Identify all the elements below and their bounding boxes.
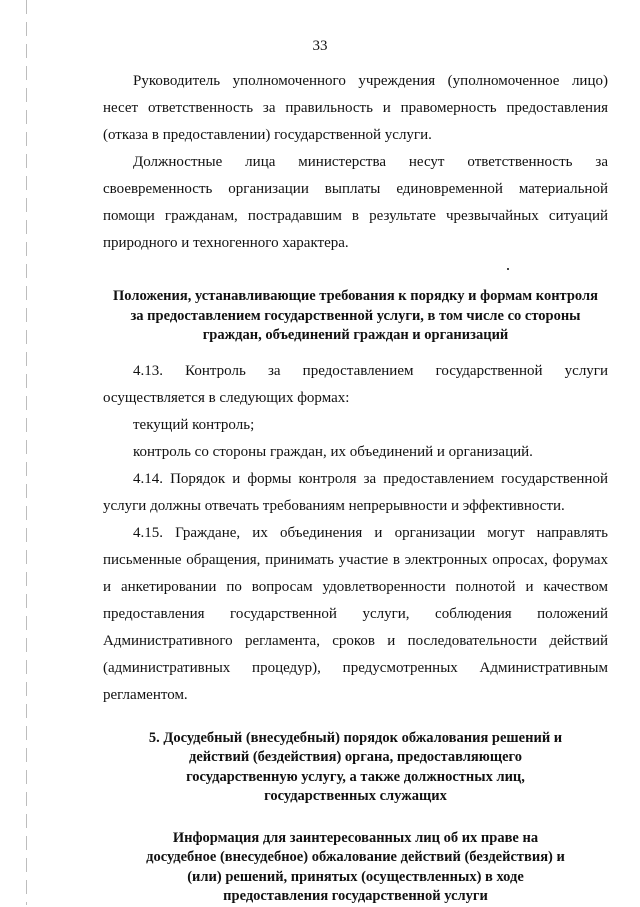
control-section <box>103 358 608 709</box>
page-number: 33 <box>312 38 328 54</box>
paragraph-citizen-control: контроль со стороны граждан, их объединений и организаций. <box>133 443 533 460</box>
paragraph-responsibility-officials: Должностные лица министерства несут ответственность за своевременность организации выплаты единовременной материальной помощи гражданам, пострадавшим в результате чрезвычайных ситуаций природного и техногенного характера. <box>103 154 608 251</box>
paragraph-4-15: 4.15. Граждане, их объединения и организации могут направлять письменные обращения, принимать участие в электронных опросах, форумах и анкетировании по вопросам удовлетворенности полнотой и качеством предоставления государственной услуги, соблюдения положений Административного регламента, сроков и последовательности действий (административных процедур), предусмотренных Административным регламентом. <box>103 524 608 703</box>
paragraph-current-control: текущий контроль; <box>133 416 255 433</box>
paragraph-responsibility-head: Руководитель уполномоченного учреждения (уполномоченное лицо) несет ответственность за правильность и правомерность предоставления (отказа в предоставлении) государственной услуги. <box>103 73 608 143</box>
document-body <box>103 68 608 907</box>
scan-edge-line <box>26 0 27 905</box>
heading-section-5: 5. Досудебный (внесудебный) порядок обжалования решений и действий (бездействия) органа, предоставляющего государственную услугу, а также должностных лиц, государственных служащих <box>148 729 563 804</box>
paragraph-4-14: 4.14. Порядок и формы контроля за предоставлением государственной услуги должны отвечать требованиям непрерывности и эффективности. <box>103 470 608 514</box>
heading-control-provisions: Положения, устанавливающие требования к порядку и формам контроля за предоставлением государственной услуги, в том числе со стороны граждан, объединений граждан и организаций <box>113 288 598 343</box>
heading-appeal-information: Информация для заинтересованных лиц об их праве на досудебное (внесудебное) обжалование действий (бездействия) и (или) решений, принятых (осуществленных) в ходе предоставления государственной услуги <box>146 829 565 904</box>
paragraph-4-13: 4.13. Контроль за предоставлением государственной услуги осуществляется в следующих формах: <box>103 362 608 406</box>
